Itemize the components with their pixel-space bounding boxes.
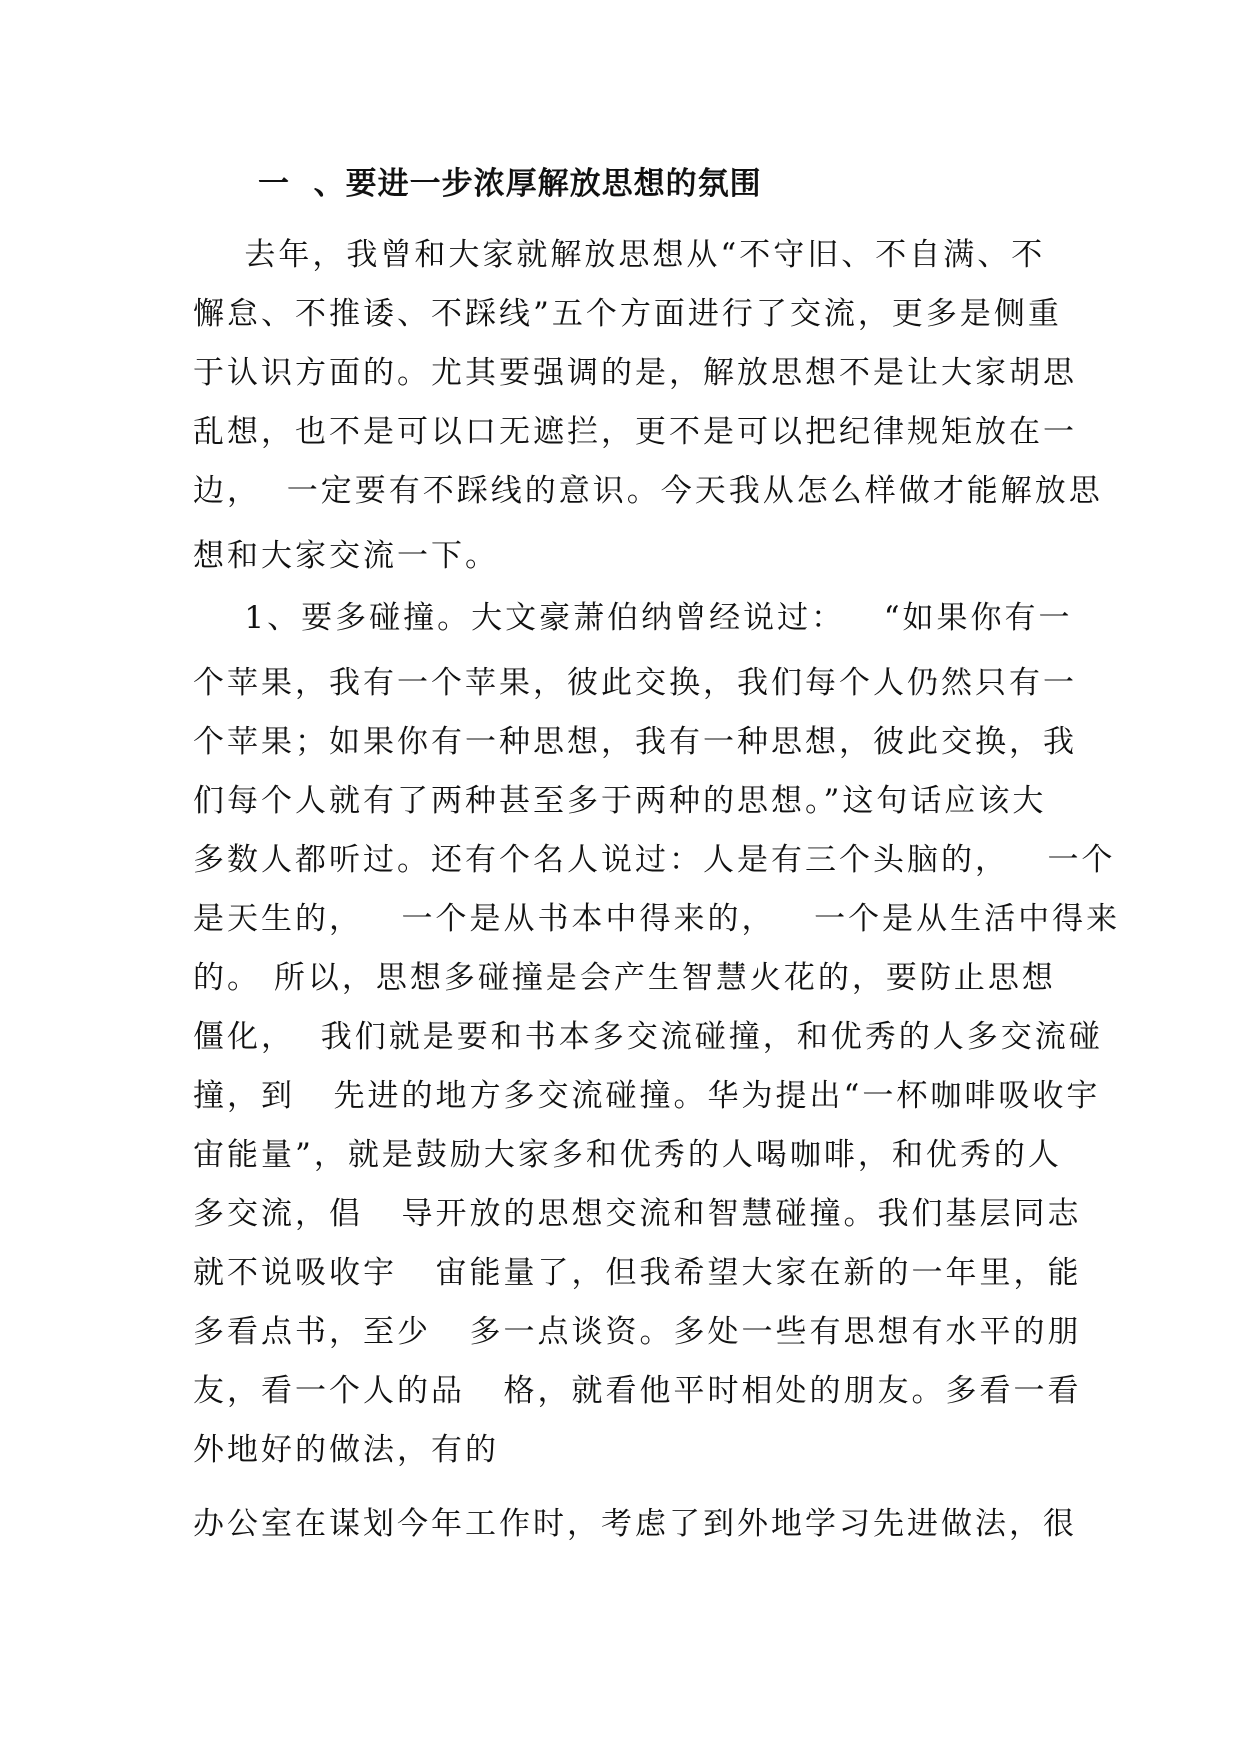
paragraph-line: 撞，到 先进的地方多交流碰撞。华为提出“一杯咖啡吸收宇 — [193, 1078, 1101, 1114]
paragraph-line: 去年，我曾和大家就解放思想从“不守旧、不自满、不 — [193, 237, 1046, 273]
paragraph-line: 乱想，也不是可以口无遮拦，更不是可以把纪律规矩放在一 — [193, 414, 1077, 450]
paragraph-line: 僵化， 我们就是要和书本多交流碰撞，和优秀的人多交流碰 — [193, 1019, 1103, 1055]
paragraph-line: 就不说吸收宇 宙能量了，但我希望大家在新的一年里，能 — [193, 1255, 1082, 1291]
paragraph-line: 边， 一定要有不踩线的意识。今天我从怎么样做才能解放思 — [193, 473, 1103, 509]
paragraph-line: 1、要多碰撞。大文豪萧伯纳曾经说过： “如果你有一 — [193, 600, 1073, 636]
paragraph-line: 多数人都听过。还有个名人说过：人是有三个头脑的， 一个 — [193, 842, 1116, 878]
paragraph-line: 宙能量”，就是鼓励大家多和优秀的人喝咖啡，和优秀的人 — [193, 1137, 1062, 1173]
paragraph-line: 个苹果，我有一个苹果，彼此交换，我们每个人仍然只有一 — [193, 665, 1077, 701]
section-heading: 一 、要进一步浓厚解放思想的氛围 — [258, 166, 762, 202]
paragraph-line: 于认识方面的。尤其要强调的是，解放思想不是让大家胡思 — [193, 355, 1077, 391]
paragraph-line: 外地好的做法，有的 — [193, 1432, 499, 1468]
paragraph-line: 懈怠、不推诿、不踩线”五个方面进行了交流，更多是侧重 — [193, 296, 1062, 332]
paragraph-line: 多看点书，至少 多一点谈资。多处一些有思想有水平的朋 — [193, 1314, 1082, 1350]
paragraph-line: 们每个人就有了两种甚至多于两种的思想。”这句话应该大 — [193, 783, 1047, 819]
paragraph-line: 的。 所以，思想多碰撞是会产生智慧火花的，要防止思想 — [193, 960, 1056, 996]
paragraph-line: 办公室在谋划今年工作时，考虑了到外地学习先进做法，很 — [193, 1506, 1077, 1542]
paragraph-line: 个苹果；如果你有一种思想，我有一种思想，彼此交换，我 — [193, 724, 1077, 760]
paragraph-line: 友，看一个人的品 格，就看他平时相处的朋友。多看一看 — [193, 1373, 1082, 1409]
paragraph-line: 想和大家交流一下。 — [193, 538, 499, 574]
paragraph-line: 多交流，倡 导开放的思想交流和智慧碰撞。我们基层同志 — [193, 1196, 1082, 1232]
paragraph-line: 是天生的， 一个是从书本中得来的， 一个是从生活中得来 — [193, 901, 1121, 937]
